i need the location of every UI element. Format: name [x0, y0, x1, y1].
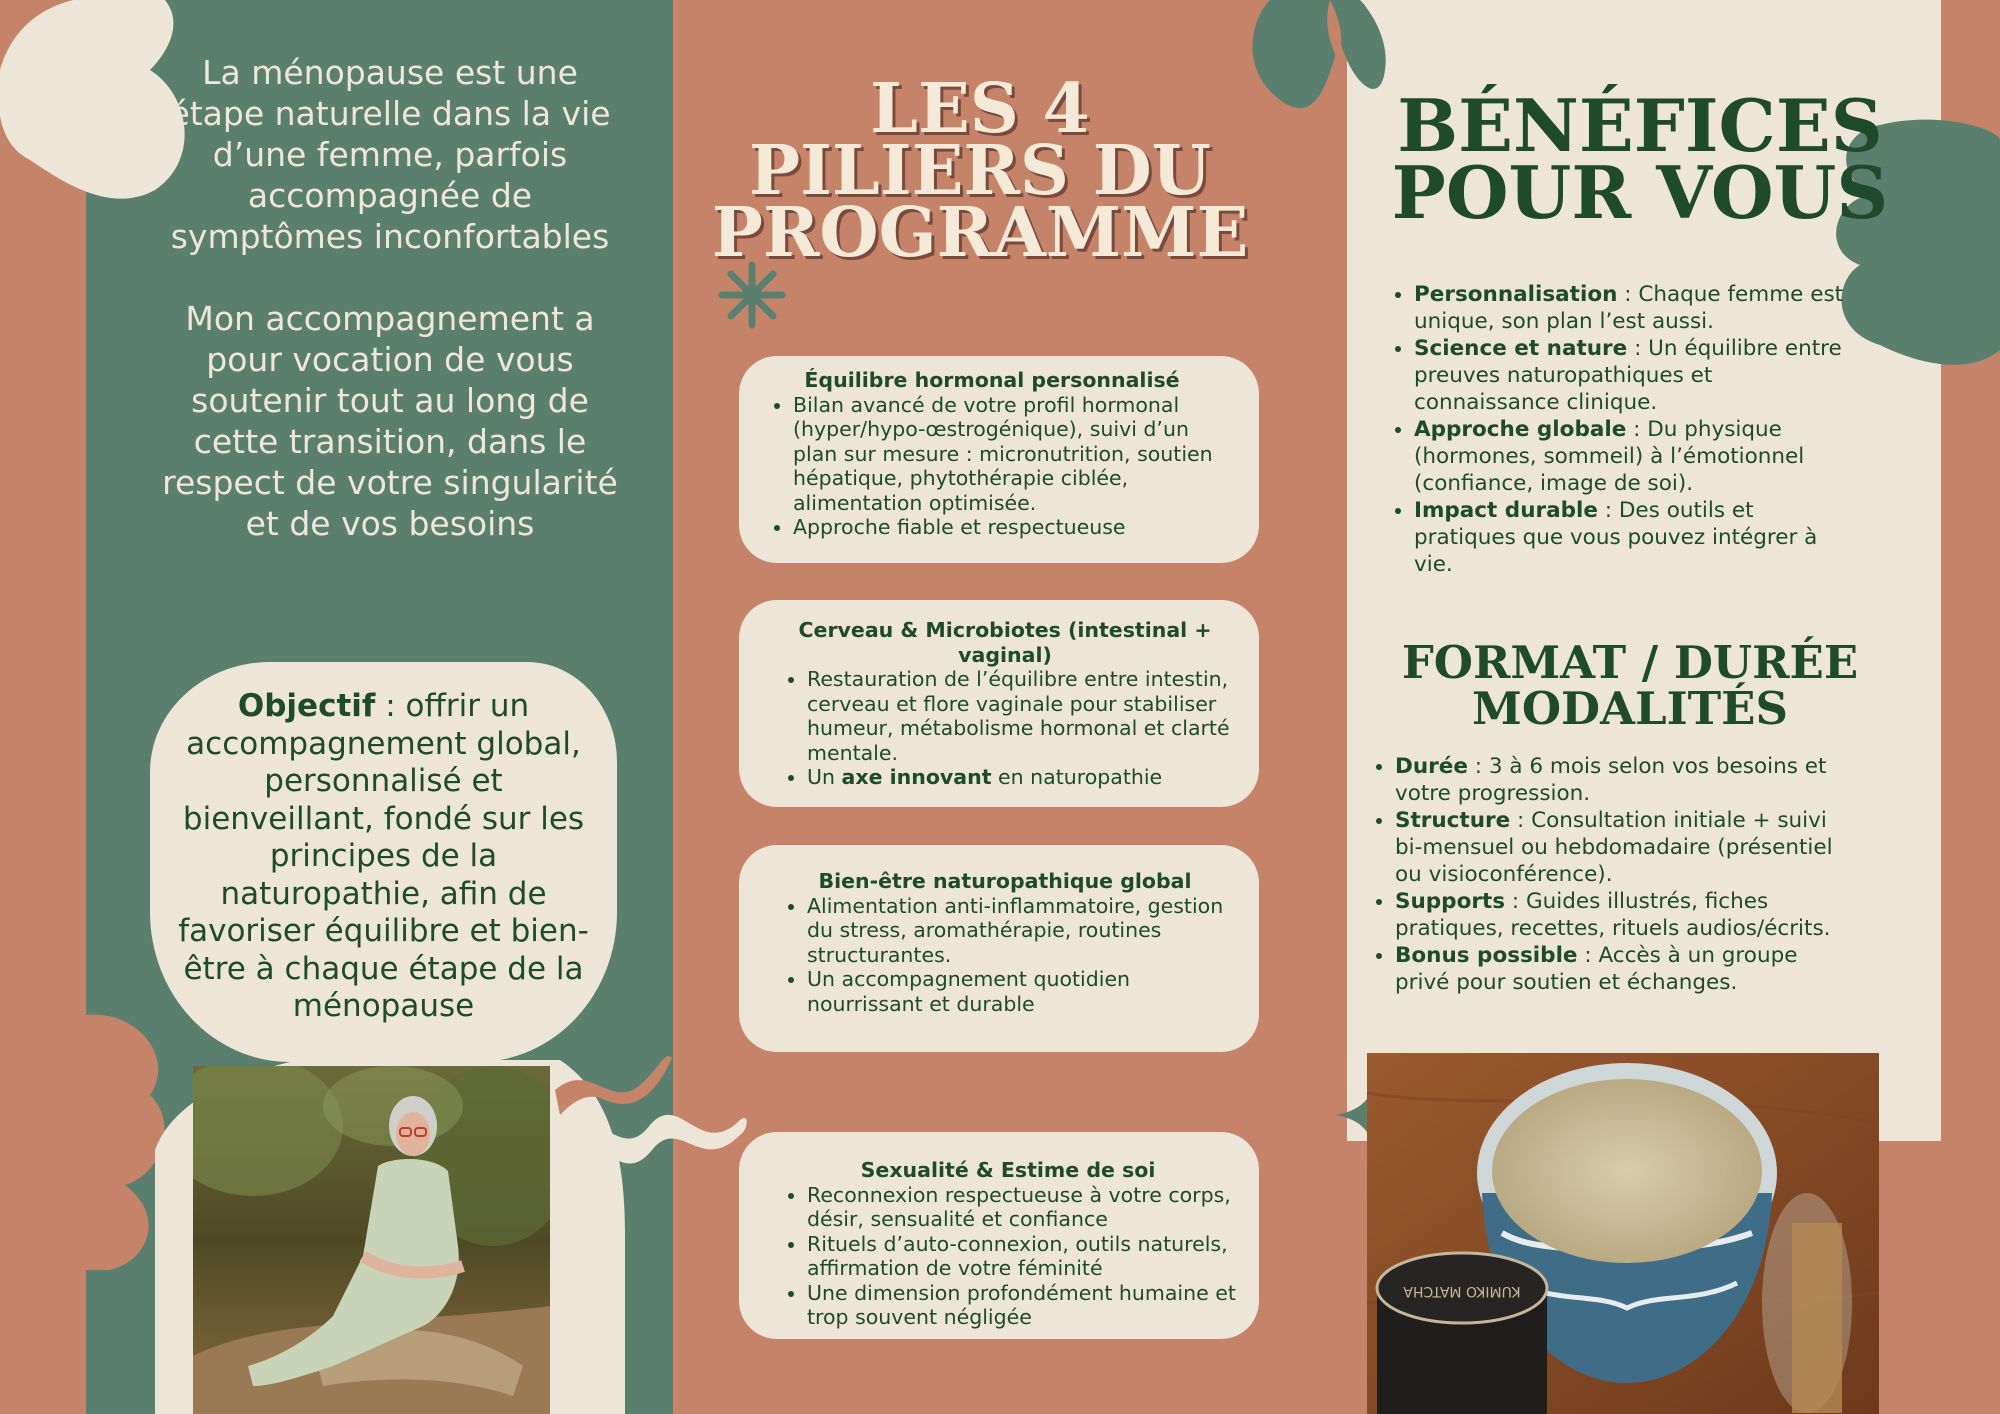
benefits-title: BÉNÉFICES POUR VOUS: [1391, 83, 1889, 235]
green-starburst: [722, 265, 782, 325]
benefit-label: Science et nature: [1414, 336, 1628, 361]
format-label: Bonus possible: [1395, 943, 1578, 968]
pillars-title: LES 4 PILIERS DU PROGRAMME: [711, 69, 1249, 273]
format-label: Structure: [1395, 808, 1511, 833]
pillar-card-title: Bien-être naturopathique global: [818, 869, 1192, 893]
list-item: • Restauration de l’équilibre entre intestin, cerveau et flore vaginale pour stabiliser humeur, métabolisme hormonal et clarté mentale.: [807, 667, 1231, 765]
pillar-card-4: [739, 1132, 1259, 1339]
photo-woman-sitting: [193, 1066, 550, 1414]
list-item: • Un accompagnement quotidien nourrissant et durable: [807, 967, 1231, 1016]
benefit-text: : Chaque femme est unique, son plan l’est aussi.: [1414, 282, 1844, 334]
list-item-text: Un: [807, 765, 842, 789]
benefit-text: : Des outils et pratiques que vous pouvez intégrer à vie.: [1414, 498, 1818, 577]
format-item: [1395, 753, 1849, 807]
pillar-card-3: [739, 845, 1259, 1052]
format-label: Durée: [1395, 754, 1468, 779]
pillar-card-2: [739, 600, 1259, 807]
pillar-card-title: Équilibre hormonal personnalisé: [804, 368, 1180, 392]
benefit-item: [1414, 281, 1858, 335]
benefits-list: [1388, 281, 1858, 578]
intro-paragraph: La ménopause est une étape naturelle dans la vie d’une femme, parfois accompagnée de symptômes inconfortables: [169, 53, 611, 256]
benefit-label: Approche globale: [1414, 417, 1627, 442]
list-item: • Bilan avancé de votre profil hormonal (hyper/hypo-œstrogénique), suivi d’un plan sur mesure : micronutrition, soutien hépatique, phytothérapie ciblée, alimentation optimisée.: [793, 393, 1219, 516]
format-item: [1395, 942, 1849, 996]
photo-matcha-latte: [1367, 1053, 1879, 1414]
benefit-item: [1414, 416, 1858, 497]
intro-text-block: [150, 52, 630, 585]
benefit-text: : Du physique (hormones, sommeil) à l’émotionnel (confiance, image de soi).: [1414, 417, 1805, 496]
list-item: • Alimentation anti-inflammatoire, gestion du stress, aromathérapie, routines structurantes.: [807, 894, 1231, 968]
benefit-item: [1414, 497, 1858, 578]
list-item: • Rituels d’auto-connexion, outils naturels, affirmation de votre féminité: [807, 1232, 1237, 1281]
list-item: • Approche fiable et respectueuse: [793, 515, 1219, 540]
benefit-label: Impact durable: [1414, 498, 1598, 523]
tin-label: KUMIKO MATCHA: [1403, 1283, 1521, 1299]
objectif-label: Objectif: [237, 688, 376, 724]
green-blob-top: [1253, 0, 1386, 108]
objectif-body: : offrir un accompagnement global, personnalisé et bienveillant, fondé sur les principes de la naturopathie, afin de favoriser équilibre et bien-être à chaque étape de la ménopause: [178, 688, 589, 1024]
format-text: : Accès à un groupe privé pour soutien et échanges.: [1395, 943, 1798, 995]
list-item: [807, 765, 1231, 790]
list-item: • Reconnexion respectueuse à votre corps, désir, sensualité et confiance: [807, 1183, 1237, 1232]
format-item: [1395, 807, 1849, 888]
benefit-item: [1414, 335, 1858, 416]
list-item: • Une dimension profondément humaine et trop souvent négligée: [807, 1281, 1237, 1330]
format-item: [1395, 888, 1849, 942]
pillar-card-title: Cerveau & Microbiotes (intestinal + vaginal): [798, 618, 1212, 667]
list-item-text: en naturopathie: [991, 765, 1163, 789]
pillar-card-title: Sexualité & Estime de soi: [860, 1158, 1156, 1182]
format-list: [1369, 753, 1849, 996]
benefit-label: Personnalisation: [1414, 282, 1618, 307]
benefit-text: : Un équilibre entre preuves naturopathiques et connaissance clinique.: [1414, 336, 1842, 415]
list-item-bold: axe innovant: [841, 765, 992, 789]
format-text: : Guides illustrés, fiches pratiques, recettes, rituels audios/écrits.: [1395, 889, 1831, 941]
format-text: : 3 à 6 mois selon vos besoins et votre progression.: [1395, 754, 1827, 806]
objectif-text: [170, 688, 597, 1026]
pillar-card-1: [739, 356, 1259, 563]
format-label: Supports: [1395, 889, 1506, 914]
format-title: FORMAT / DURÉE MODALITÉS: [1401, 636, 1859, 735]
terracotta-wave-left: [86, 1015, 165, 1270]
mission-paragraph: Mon accompagnement a pour vocation de vous soutenir tout au long de cette transition, dans le respect de votre singularité et de vos besoins: [162, 299, 618, 543]
format-text: : Consultation initiale + suivi bi-mensuel ou hebdomadaire (présentiel ou visioconférence).: [1395, 808, 1833, 887]
